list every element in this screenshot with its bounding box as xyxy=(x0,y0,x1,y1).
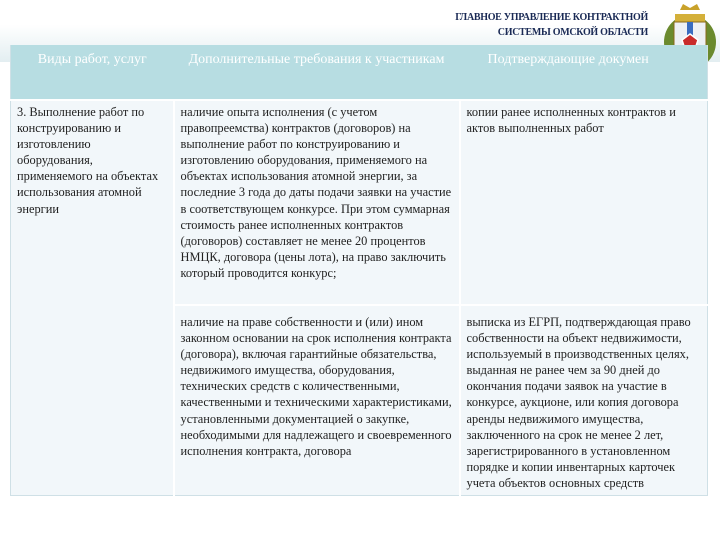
requirement-cell: наличие на праве собственности и (или) ином законном основании на срок исполнения контракта (договора), включая гарантийные обязательства, недвижимого имущества, оборудования, технических средств с количественными, качественными и техническими характеристиками, установленными документацией о закупке, необходимыми для надлежащего и своевременного исполнения контракта, договора xyxy=(174,305,460,496)
column-header-work-types: Виды работ, услуг xyxy=(11,45,174,100)
org-line-1: ГЛАВНОЕ УПРАВЛЕНИЕ КОНТРАКТНОЙ xyxy=(455,12,648,23)
table-row xyxy=(11,100,708,305)
requirements-table xyxy=(10,45,708,496)
org-line-2: СИСТЕМЫ ОМСКОЙ ОБЛАСТИ xyxy=(497,27,648,38)
table-header-row xyxy=(11,45,708,100)
organization-name xyxy=(455,10,648,40)
column-header-documents: Подтверждающие докумен xyxy=(460,45,708,100)
requirement-cell: наличие опыта исполнения (с учетом правопреемства) контрактов (договоров) на выполнение работ по конструированию и изготовлению оборудования, применяемого на объектах использования атомной энергии, за последние 3 года до даты подачи заявки на участие в соответствующем конкурсе. При этом суммарная стоимость ранее исполненных контрактов (договоров) составляет не менее 20 процентов НМЦК, договора (цены лота), на право заключить который проводится конкурс; xyxy=(174,100,460,305)
documents-cell: выписка из ЕГРП, подтверждающая право собственности на объект недвижимости, используемый в производственных целях, выданная не ранее чем за 90 дней до окончания подачи заявок на участие в конкурсе, аукционе, или копия договора аренды недвижимого имущества, заключенного на срок не менее 2 лет, зарегистрированного в установленном порядке и копии инвентарных карточек учета объектов основных средств xyxy=(460,305,708,496)
column-header-requirements: Дополнительные требования к участникам xyxy=(174,45,460,100)
documents-cell: копии ранее исполненных контрактов и актов выполненных работ xyxy=(460,100,708,305)
work-type-cell: 3. Выполнение работ по конструированию и изготовлению оборудования, применяемого на объектах использования атомной энергии xyxy=(11,100,174,496)
